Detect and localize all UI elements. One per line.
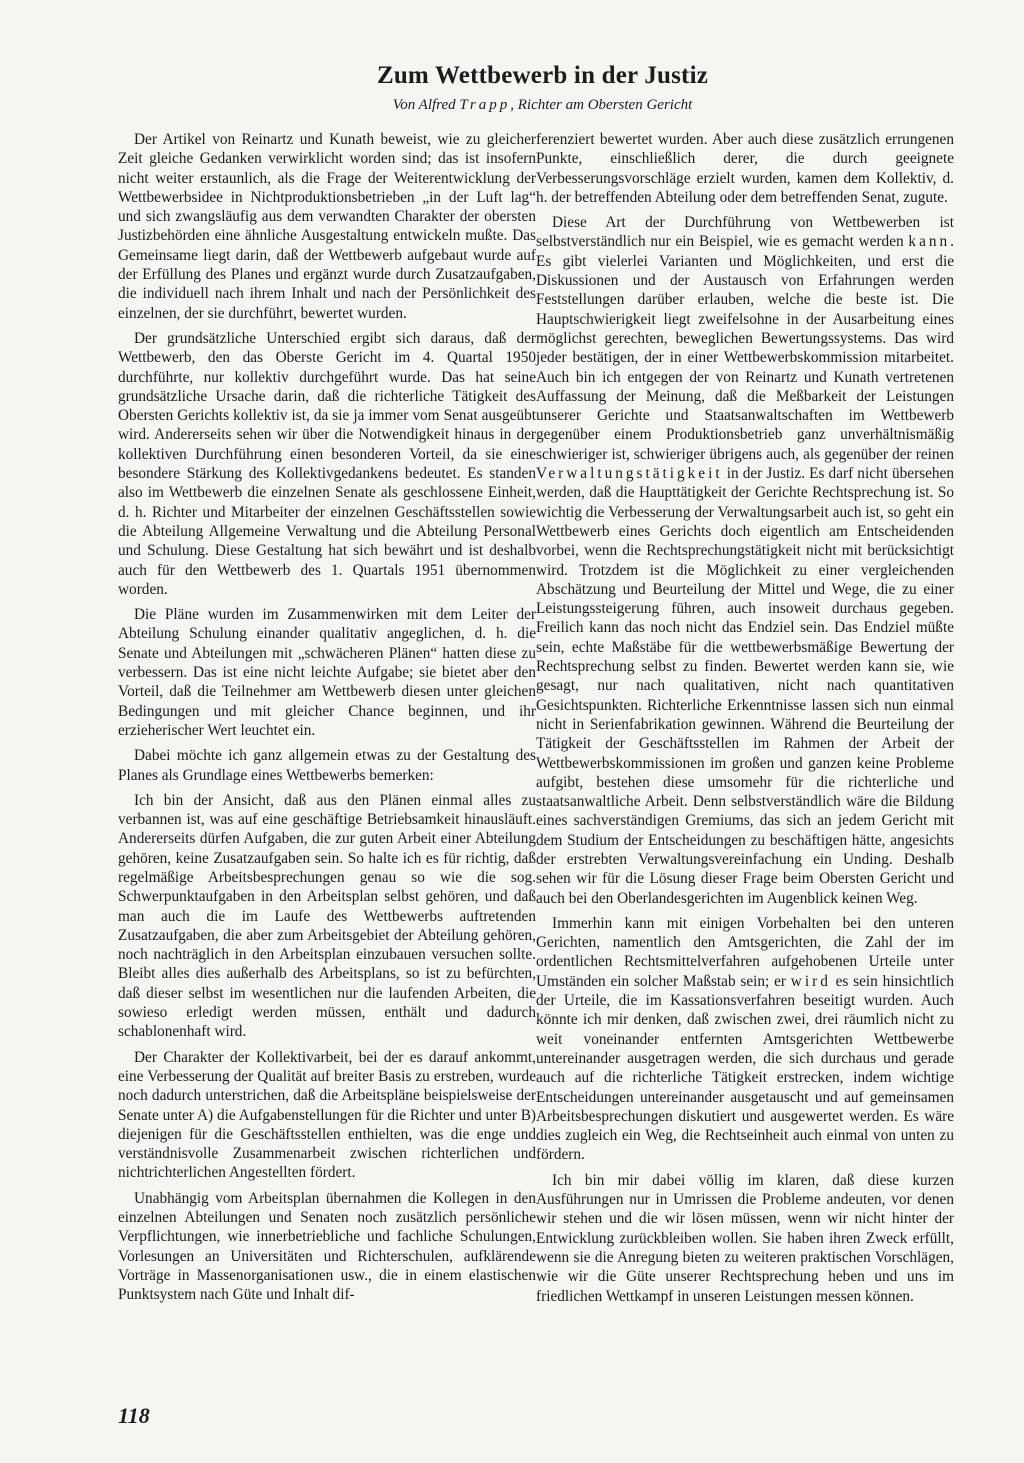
right-column bbox=[536, 130, 954, 1312]
emphasized-word: kann bbox=[908, 233, 951, 251]
emphasized-word: Verwaltungstätigkeit bbox=[536, 465, 723, 483]
text-run: Diese Art der Durchführung von Wettbewerben ist selbstverständlich nur ein Beispiel, wie es gemacht werden bbox=[536, 214, 954, 251]
text-run: . Es gibt vielerlei Varianten und Möglichkeiten, und erst die Diskussionen und der Austausch von Erfahrungen werden Feststellungen darüber erlauben, welche die beste ist. Die Hauptschwierigkeit liegt zweifelsohne in der Ausarbeitung eines möglichst gerechten, beweglichen Bewertungssystems. Das wird jeder bestätigen, der in einer Wettbewerbskommission mitarbeitet. Auch bin ich entgegen der von Reinartz und Kunath vertretenen Auffassung der Meinung, daß die Meßbarkeit der Leistungen unserer Gerichte und Staatsanwaltschaften im Wettbewerb gegenüber einem Produktionsbetrieb ganz unverhältnismäßig schwieriger ist, schwieriger übrigens auch, als gegenüber der reinen bbox=[536, 233, 954, 463]
article-title: Zum Wettbewerb in der Justiz bbox=[376, 62, 709, 89]
paragraph: Dabei möchte ich ganz allgemein etwas zu der Gestaltung des Planes als Grundlage eines Wettbewerbs bemerken: bbox=[118, 747, 536, 784]
paragraph: Die Pläne wurden im Zusammenwirken mit dem Leiter der Abteilung Schulung einander qualitativ angeglichen, d. h. die Senate und Abteilungen mit „schwächeren Plänen“ hatten diese zu verbessern. Das ist eine nicht leichte Aufgabe; sie bietet aber den Vorteil, daß die Teilnehmer am Wettbewerb diesen unter gleichen Bedingungen und mit gleicher Chance beginnen, und ihr erzieherischer Wert leuchtet ein. bbox=[118, 606, 536, 739]
paragraph: Ich bin mir dabei völlig im klaren, daß diese kurzen Ausführungen nur in Umrissen die Probleme andeuten, vor denen wir stehen und die wir lösen müssen, wenn wir nicht hinter der Entwicklung zurückbleiben wollen. Sie haben ihren Zweck erfüllt, wenn sie die Anregung bieten zu weiteren praktischen Vorschlägen, wie wir die Güte unserer Rechtsprechung heben und uns im friedlichen Wettkampf in unseren Leistungen messen können. bbox=[536, 1171, 954, 1305]
byline-prefix: Von Alfred bbox=[392, 97, 460, 113]
paragraph: Ich bin der Ansicht, daß aus den Plänen einmal alles zu verbannen ist, was auf eine geschäftige Betriebsamkeit hinausläuft. Andererseits dürfen Aufgaben, die zur guten Arbeit einer Abteilung gehören, keine Zusatzaufgaben sein. So halte ich es für richtig, daß regelmäßige Arbeitsbesprechungen genau so wie die sog. Schwerpunktaufgaben in den Arbeitsplan selbst gehören, und daß man auch die im Laufe des Wettbewerbs auftretenden Zusatzaufgaben, die aber zum Arbeitsgebiet der Abteilung gehören, noch nachträglich in den Arbeitsplan einzubauen versuchen sollte. Bleibt alles dies außerhalb des Arbeitsplans, so ist zu befürchten, daß dieser selbst im wesentlichen nur die laufenden Arbeiten, die sowieso erledigt werden müssen, enthält und dadurch schablonenhaft wird. bbox=[118, 791, 536, 1041]
left-column bbox=[118, 130, 536, 1311]
byline-suffix: , Richter am Obersten Gericht bbox=[510, 97, 693, 113]
paragraph: Der Charakter der Kollektivarbeit, bei der es darauf ankommt, eine Verbesserung der Qualität auf breiter Basis zu erstreben, wurde noch dadurch unterstrichen, daß die Arbeitspläne beispielsweise der Senate unter A) die Aufgabenstellungen für die Richter und unter B) diejenigen für die Geschäftsstellen enthielten, was die enge und verständnisvolle Zusammenarbeit zwischen richterlichen und nichtrichterlichen Angestellten fördert. bbox=[118, 1048, 536, 1182]
paragraph: Der grundsätzliche Unterschied ergibt sich daraus, daß der Wettbewerb, den das Oberste Gericht im 4. Quartal 1950 durchführte, nur kollektiv durchgeführt wurde. Das hat seine grundsätzliche Ursache darin, daß die richterliche Tätigkeit des Obersten Gerichts kollektiv ist, da sie ja immer vom Senat ausgeübt wird. Andererseits sehen wir über die Notwendigkeit hinaus in der kollektiven Durchführung einen besonderen Vorteil, da sie eine besondere Stärkung des Kollektivgedankens bedeutet. Es standen also im Wettbewerb die einzelnen Senate als geschlossene Einheit, d. h. Richter und Mitarbeiter der einzelnen Geschäftsstellen sowie die Abteilung Allgemeine Verwaltung und die Abteilung Personal und Schulung. Diese Gestaltung hat sich bewährt und ist deshalb auch für den Wettbewerb des 1. Quartals 1951 übernommen worden. bbox=[118, 329, 536, 598]
paragraph: Der Artikel von Reinartz und Kunath beweist, wie zu gleicher Zeit gleiche Gedanken verwirklicht worden sind; das ist insofern nicht weiter erstaunlich, als die Frage der Weiterentwicklung der Wettbewerbsidee in Nichtproduktionsbetrieben „in der Luft lag“ und sich zwangsläufig aus dem verwandten Charakter der obersten Justizbehörden eine ähnliche Ausgestaltung entwickeln mußte. Das Gemeinsame liegt darin, daß der Wettbewerb aufgebaut wurde auf der Erfüllung des Planes und ergänzt wurde durch Zusatzaufgaben, die individuell nach ihrem Inhalt und nach der Persönlichkeit des einzelnen, der sie durchführt, bewertet wurden. bbox=[118, 131, 536, 322]
paragraph bbox=[536, 914, 954, 1165]
page-number: 118 bbox=[118, 1403, 150, 1428]
text-run: Immerhin kann mit einigen Vorbehalten bei den unteren Gerichten, namentlich den Amtsgerichten, die Zahl der im ordentlichen Rechtsmittelverfahren aufgehobenen Urteile unter Umständen ein solcher Maßstab sein; er bbox=[536, 914, 954, 990]
text-run: es sein hinsichtlich der Urteile, die im Kassationsverfahren beseitigt wurden. Auch könnte ich mir denken, daß zwischen zwei, drei räumlich nicht zu weit voneinander entfernten Amtsgerichten Wettbewerbe untereinander ausgetragen werden, die sich durchaus und gerade auch auf die richterliche Tätigkeit erstrecken, indem wichtige Entscheidungen untereinander ausgetauscht und auf gemeinsamen Arbeitsbesprechungen diskutiert und ausgewertet werden. Es wäre dies zugleich ein Weg, die Rechtseinheit auch einmal von unten zu fördern. bbox=[536, 972, 955, 1164]
article-byline bbox=[0, 97, 1024, 114]
paragraph bbox=[536, 213, 954, 908]
text-run: in der Justiz. Es darf nicht übersehen werden, daß die Haupttätigkeit der Gerichte Rechtsprechung ist. So wichtig die Verbesserung der Verwaltungsarbeit auch ist, so geht ein Wettbewerb eines Gerichts doch eigentlich am Entscheidenden vorbei, wenn die Rechtsprechungstätigkeit nicht mit berücksichtigt wird. Trotzdem ist die Möglichkeit zu einer vergleichenden Abschätzung und Beurteilung der Mittel und Wege, die zu einer Leistungssteigerung führen, auch insoweit durchaus gegeben. Freilich kann das noch nicht das Endziel sein. Das Endziel müßte sein, echte Maßstäbe für die wettbewerbsmäßige Bewertung der Rechtsprechung selbst zu finden. Bewertet werden kann sie, wie gesagt, nur nach qualitativen, nicht nach quantitativen Gesichtspunkten. Richterliche Erkenntnisse lassen sich nun einmal nicht in Serienfabrikation gewinnen. Während die Beurteilung der Tätigkeit der Geschäftsstellen im Rahmen der Arbeit der Wettbewerbskommissionen im großen und ganzen keine Probleme aufgibt, bestehen diese umsomehr für die richterliche und staatsanwaltliche Arbeit. Denn selbstverständlich wäre die Bildung eines sachverständigen Gremiums, das sich an jedem Gericht mit dem Studium der Entscheidungen zu beschäftigen hätte, angesichts der erstrebten Verwaltungsvereinfachung ein Unding. Deshalb sehen wir für die Lösung dieser Frage beim Obersten Gericht und auch bei den Oberlandesgerichten im Augenblick keinen Weg. bbox=[536, 465, 954, 907]
paragraph: Unabhängig vom Arbeitsplan übernahmen die Kollegen in den einzelnen Abteilungen und Senaten noch zusätzlich persönliche Verpflichtungen, wie innerbetriebliche und fachliche Schulungen, Vorlesungen an Universitäten und Richterschulen, aufklärende Vorträge in Massenorganisationen usw., die in einem elastischen Punktsystem nach Güte und Inhalt dif- bbox=[118, 1189, 536, 1304]
paragraph-continued: ferenziert bewertet wurden. Aber auch diese zusätzlich errungenen Punkte, einschließlich derer, die durch geeignete Verbesserungsvorschläge erzielt wurden, kamen dem Kollektiv, d. h. der betreffenden Abteilung oder dem betreffenden Senat, zugute. bbox=[536, 131, 954, 206]
emphasized-word: wird bbox=[790, 972, 831, 990]
byline-author-name: Trapp bbox=[459, 97, 511, 113]
